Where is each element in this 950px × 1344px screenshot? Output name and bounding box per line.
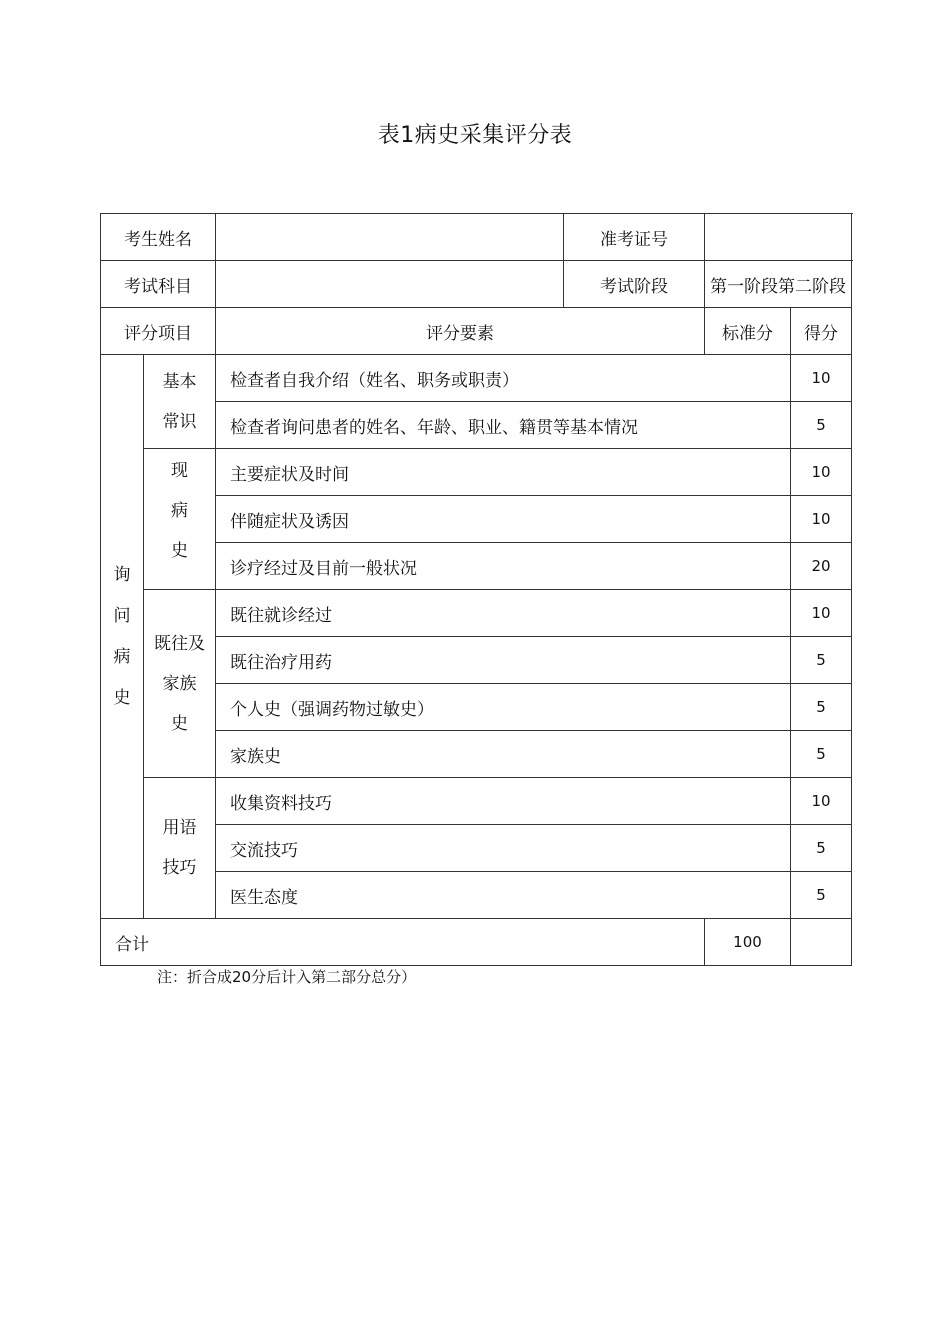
col-item-header: 评分项目 [101, 308, 216, 355]
stage-label: 考试阶段 [564, 261, 705, 308]
standard-cell: 5 [791, 825, 852, 872]
standard-cell: 5 [791, 872, 852, 919]
col-score-header: 得分 [791, 308, 852, 355]
group-label-history [144, 590, 216, 778]
group-label-line: 常识 [162, 411, 197, 432]
exam-no-field[interactable] [705, 214, 852, 261]
standard-cell: 20 [791, 543, 852, 590]
subject-field[interactable] [216, 261, 564, 308]
col-element-header: 评分要素 [216, 308, 705, 355]
element-cell: 既往治疗用药 [216, 637, 791, 684]
footnote: 注：折合成20分后计入第二部分总分） [157, 968, 417, 986]
table-row [101, 590, 852, 637]
col-standard-header: 标准分 [705, 308, 791, 355]
element-cell: 交流技巧 [216, 825, 791, 872]
category-char: 史 [113, 687, 131, 708]
element-cell: 收集资料技巧 [216, 778, 791, 825]
total-score-cell[interactable] [791, 919, 852, 966]
group-label-present-illness [144, 449, 216, 590]
standard-cell: 5 [791, 402, 852, 449]
header-row-subject [101, 261, 852, 308]
element-cell: 主要症状及时间 [216, 449, 791, 496]
table-row [101, 355, 852, 402]
group-label-line: 用语 [162, 818, 197, 838]
header-row-name [101, 214, 852, 261]
table-row [101, 449, 852, 496]
name-field[interactable] [216, 214, 564, 261]
standard-cell: 5 [791, 684, 852, 731]
element-cell: 既往就诊经过 [216, 590, 791, 637]
standard-cell: 10 [791, 355, 852, 402]
element-cell: 诊疗经过及目前一般状况 [216, 543, 791, 590]
scoring-table [100, 213, 852, 966]
standard-cell: 5 [791, 637, 852, 684]
standard-cell: 5 [791, 731, 852, 778]
standard-cell: 10 [791, 449, 852, 496]
group-label-line: 病 [171, 501, 188, 521]
page-title: 表1病史采集评分表 [377, 123, 573, 148]
total-label: 合计 [101, 919, 705, 966]
table-row [101, 778, 852, 825]
group-label-line: 基本 [162, 371, 197, 392]
column-header-row [101, 308, 852, 355]
stage-value: 第一阶段第二阶段 [705, 261, 852, 308]
category-char: 病 [113, 646, 131, 667]
group-label-line: 技巧 [162, 858, 197, 878]
element-cell: 伴随症状及诱因 [216, 496, 791, 543]
standard-cell: 10 [791, 590, 852, 637]
group-label-line: 家族 [162, 673, 197, 694]
group-label-line: 既往及 [154, 633, 205, 654]
standard-cell: 10 [791, 778, 852, 825]
element-cell: 个人史（强调药物过敏史） [216, 684, 791, 731]
subject-label: 考试科目 [101, 261, 216, 308]
group-label-line: 史 [171, 541, 188, 561]
exam-no-label: 准考证号 [564, 214, 705, 261]
category-char: 问 [113, 605, 131, 626]
total-row [101, 919, 852, 966]
total-standard: 100 [705, 919, 791, 966]
category-cell [101, 355, 144, 919]
element-cell: 检查者自我介绍（姓名、职务或职责） [216, 355, 791, 402]
element-cell: 家族史 [216, 731, 791, 778]
category-char: 询 [113, 564, 131, 585]
group-label-line: 史 [171, 713, 188, 734]
group-label-basic [144, 355, 216, 449]
standard-cell: 10 [791, 496, 852, 543]
element-cell: 医生态度 [216, 872, 791, 919]
name-label: 考生姓名 [101, 214, 216, 261]
group-label-communication [144, 778, 216, 919]
element-cell: 检查者询问患者的姓名、年龄、职业、籍贯等基本情况 [216, 402, 791, 449]
group-label-line: 现 [171, 461, 188, 481]
